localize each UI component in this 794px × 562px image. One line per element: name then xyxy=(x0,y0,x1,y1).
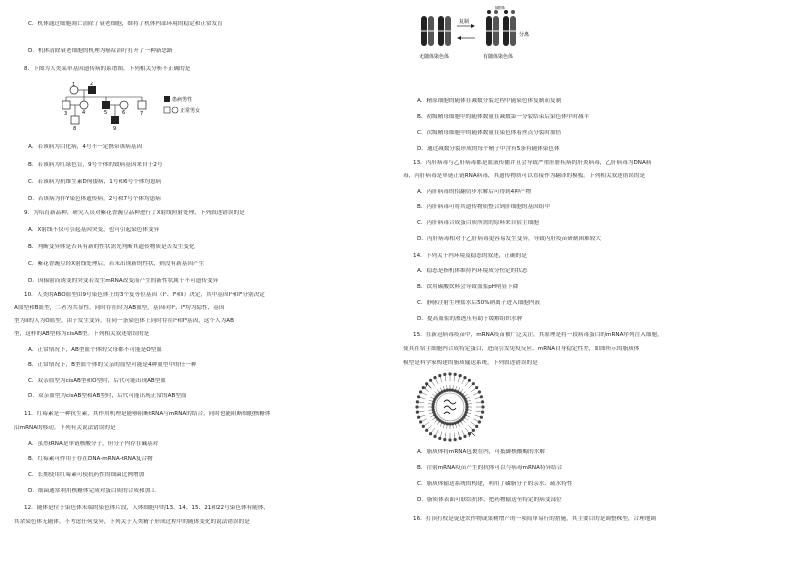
left-text-line: B．判断变异体是否具有新的性状需先判断其遗传物质是否发生变化 xyxy=(28,244,195,250)
right-text-line: D．脂质体表面可联结抗体，把药物输送至特定的病变部位 xyxy=(417,497,562,503)
left-text-line: 8．下图为人类某单基因遗传病的系谱图，下列相关分析不正确的是 xyxy=(24,66,191,72)
left-text-line: B．红霉素可作用于存在DNA-mRNA-tRNA复合物 xyxy=(28,456,153,462)
phospholipid-head xyxy=(448,372,451,375)
phospholipid-head xyxy=(481,411,484,414)
left-text-line: D．机体清除衰老细胞的机理为癌症治疗打开了一种新思路 xyxy=(28,48,173,54)
pedigree-num-3: 3 xyxy=(64,111,68,117)
phospholipid-head xyxy=(472,382,475,385)
phospholipid-head xyxy=(438,437,441,440)
pedigree-male-affected-5 xyxy=(102,101,110,109)
phospholipid-head xyxy=(475,425,478,428)
phospholipid-head xyxy=(419,390,422,393)
legend-normal-symbol xyxy=(164,107,170,113)
phospholipid-head xyxy=(443,438,446,441)
right-text-line: B．初级精母细胞中的随体数量在减数第一分裂结束后染色体中时减半 xyxy=(417,114,590,120)
right-text-line: 毒，丙肝病毒是单链正链RNA病毒，其遗传物质可以直接作为翻译的模板。下列相关叙述错误的是 xyxy=(403,173,646,179)
left-text-line: 型为ii的人为O血型。由于发生变异，在同一条染色体上同时存在Iᴬ和Iᴮ基因，这个人为AB xyxy=(14,318,234,324)
right-text-line: A．精原细胞的随体在减数分裂过程中随染色体复制而复制 xyxy=(417,98,562,104)
pedigree-male-affected-2 xyxy=(88,86,96,94)
right-text-line: C．静脉注射生理盐水后50%钠离子进入细胞内液 xyxy=(417,300,541,306)
phospholipid-head xyxy=(480,395,483,398)
right-text-line: 模型是科学家构建的脂质输送系统。下列叙述错误的是 xyxy=(403,360,538,366)
phospholipid-head xyxy=(425,429,428,432)
left-text-line: A．若该病为白化病，4号不一定携带该病基因 xyxy=(28,144,143,150)
chromosome-diagram xyxy=(417,6,545,66)
liposome-figure xyxy=(411,368,489,446)
right-text-line: A．丙肝病毒的招翻切步水解后可得到4种产物 xyxy=(417,189,532,195)
pedigree-num-2: 2 xyxy=(90,82,94,87)
phospholipid-head xyxy=(422,386,425,389)
legend-affected-male-symbol xyxy=(164,96,170,102)
liposome-diagram xyxy=(411,368,489,446)
pedigree-num-4: 4 xyxy=(82,110,86,116)
phospholipid-head xyxy=(416,411,419,414)
phospholipid-head xyxy=(463,376,466,379)
left-text-line: B．若该病为红绿色盲，9号个体的致病基因来自于2号 xyxy=(28,162,163,168)
right-text-line: C．脂质体输送系统的构建，利用了磷脂分子的亲水、疏水特性 xyxy=(417,481,573,487)
left-text-line: 9．为培育新品种，研究人员对紫花香豌豆品种进行了X射线照射处理，下列叙述错误的是 xyxy=(24,210,245,216)
phospholipid-head xyxy=(481,405,484,408)
figure-label-separate: 分离 xyxy=(519,32,530,38)
phospholipid-head xyxy=(454,373,457,376)
legend-normal-label: 正常男女 xyxy=(180,108,201,114)
phospholipid-head xyxy=(417,395,420,398)
right-text-line: C．丙肝病毒合成蛋白质所需的原料来自宿主细胞 xyxy=(417,220,539,226)
phospholipid-head xyxy=(433,376,436,379)
phospholipid-head xyxy=(459,374,462,377)
right-text-line: D．提高血浆的渗透压有助于缓解组织水肿 xyxy=(417,316,523,322)
left-text-line: A血型和B血型，二者为共显性，同时存在时为AB血型，基因i对Iᴬ、Iᴮ均为隐性，基因 xyxy=(14,305,225,311)
left-text-line: A．虽然tRNA是单链核酸分子，但分子内存在碱基对 xyxy=(28,441,159,447)
legend-affected-label: 患病男性 xyxy=(172,97,193,103)
phospholipid-head xyxy=(443,373,446,376)
phospholipid-head xyxy=(438,374,441,377)
left-text-line: D．若该病为伴Y染色体遗传病，2号和7号个体均患病 xyxy=(28,196,161,202)
chromosome-satellite-figure xyxy=(417,6,545,66)
right-text-line: 16．打顶打杈是促进农作物或果树增产的一项简单易行的措施，其主要目的是调整株型，合理地调 xyxy=(413,516,656,522)
left-text-line: B．正常情况下，B型血个体的父亲的血型可能是4种血型中的任一种 xyxy=(28,362,197,368)
right-text-line: B．注射mRNA疫苗产生的抗体可以与病毒mRNA特异结合 xyxy=(417,465,563,471)
figure-caption-with-satellite: 有随体染色体 xyxy=(483,54,514,60)
left-text-line: 10．人类的ABO血型由9号染色体上的3个复等位基因（Iᴬ、Iᴮ和i）决定，其中基因Iᴬ和Iᴮ分别决定 xyxy=(24,292,265,298)
right-text-line: 使其在宿主细胞内合成特定蛋白，进而引发免疫反应。mRNA自身稳定性差，如图所示的脂质体 xyxy=(403,346,640,352)
right-text-line: B．丙肝病毒可将其遗传物质整合到肝细胞的基因组中 xyxy=(417,204,550,210)
phospholipid-head xyxy=(429,379,432,382)
phospholipid-head xyxy=(433,435,436,438)
right-text-line: B．饮用碳酸饮料会导致血浆pH明显下降 xyxy=(417,284,519,290)
left-text-line: C．长期使用红霉素可使抗药性的细菌比例增加 xyxy=(28,472,145,478)
right-text-line: 13．丙肝病毒与乙肝病毒都是血液传播并且会导致严重肝脏疾病的肝炎病毒，乙肝病毒为DNA病 xyxy=(413,160,652,166)
pedigree-diagram xyxy=(62,82,232,138)
pedigree-female-normal-4 xyxy=(80,101,88,109)
pedigree-num-1: 1 xyxy=(72,82,76,88)
left-text-line: D．因辐射而诱变的突变若发生mRNA改变而产生的新性状属于不可遗传变异 xyxy=(28,278,219,284)
phospholipid-head xyxy=(429,432,432,435)
left-text-line: C．机体通过细胞凋亡清除了衰老细胞，维持了机体内部环境的稳定和正常发育 xyxy=(28,21,223,27)
figure-label-replicate: 复制 xyxy=(459,19,470,25)
left-text-line: C．紫花香豌豆经X射线处理后，若未出现新的性状，则没有新基因产生 xyxy=(28,261,205,267)
right-text-line: 14．下列关于内环境及稳态的叙述，正确的是 xyxy=(413,253,527,259)
phospholipid-head xyxy=(481,400,484,403)
pedigree-female-normal-6 xyxy=(120,101,128,109)
phospholipid-head xyxy=(480,416,483,419)
phospholipid-head xyxy=(478,390,481,393)
phospholipid-head xyxy=(475,386,478,389)
phospholipid-head xyxy=(416,400,419,403)
phospholipid-head xyxy=(478,420,481,423)
figure-label-satellite: 随体 xyxy=(495,6,506,11)
left-text-line: D．细菌通常利用核糖体完成对蛋白质的合成和加工 xyxy=(28,488,156,494)
left-text-line: 12．随体是位于染色体末端的染色体片段，人体细胞中的13、14、15、21和22号染色体有随体， xyxy=(24,505,270,511)
phospholipid-head xyxy=(463,435,466,438)
pedigree-num-6: 6 xyxy=(122,110,126,116)
pedigree-male-normal-7 xyxy=(138,101,146,109)
pedigree-num-9: 9 xyxy=(113,126,117,132)
left-text-line: A．X射线不仅可引起基因突变，也可引起染色体变异 xyxy=(28,227,160,233)
phospholipid-head xyxy=(472,429,475,432)
phospholipid-head xyxy=(465,403,468,406)
left-text-line: 11．红霉素是一种抗生素，其作用机理是能够阻断tRNA与mRNA的结合，同时也能阻断细胞核糖体 xyxy=(24,411,271,417)
right-text-line: D．丙肝病毒相对于乙肝病毒更容易发生变异，导致丙肝疫苗研制困难较大 xyxy=(417,236,601,242)
left-text-line: 其余染色体无随体。不考虑任何变异，下列关于人类精子形成过程中的随体变化的说法错误的是 xyxy=(14,519,250,525)
phospholipid-head xyxy=(415,405,418,408)
pedigree-male-affected-9 xyxy=(111,116,119,124)
right-text-line: D．通过减数分裂形成的每个精子中含有5条有随体染色体 xyxy=(417,146,560,152)
left-text-line: 型，这样的AB型称为cisAB型。下列相关叙述错误的是 xyxy=(14,331,150,337)
phospholipid-head xyxy=(454,438,457,441)
left-text-line: C．若该病为抗维生素D佝偻病，1号和6号个体均患病 xyxy=(28,179,162,185)
right-text-line: A．稳态是指机体维持内环境成分恒定的状态 xyxy=(417,268,528,274)
left-text-line: D．双亲血型为cisAB型和AB型时，后代可能出现正常的AB型血 xyxy=(28,393,187,399)
pedigree-num-7: 7 xyxy=(140,111,144,117)
phospholipid-head xyxy=(419,420,422,423)
phospholipid-head xyxy=(459,437,462,440)
left-text-line: C．双亲血型为cisAB型和O型时，后代可能出现AB型血 xyxy=(28,378,167,384)
pedigree-num-8: 8 xyxy=(73,126,77,132)
pedigree-male-normal-3 xyxy=(62,101,70,109)
pedigree-figure xyxy=(62,82,232,138)
right-text-line: C．次级精母细胞中的随体数量在染色体着丝点分裂时加倍 xyxy=(417,130,562,136)
figure-caption-no-satellite: 无随体染色体 xyxy=(419,54,450,60)
left-text-line: 沿mRNA的移动。下列有关说法错误的是 xyxy=(14,425,116,431)
right-text-line: A．脂质体将mRNA包裹在内，可抵御核酸酶的水解 xyxy=(417,449,545,455)
pedigree-num-5: 5 xyxy=(104,110,108,116)
left-text-line: A．正常情况下，AB型血个体的父母都不可能是O型血 xyxy=(28,347,162,353)
phospholipid-head xyxy=(422,425,425,428)
right-text-line: 15．在新冠病毒疫苗中，mRNA疫苗被广泛关注，其原理是将一段病毒蛋白的mRNA序列注入细胞， xyxy=(413,332,663,338)
pedigree-male-normal-8 xyxy=(71,116,79,124)
phospholipid-head xyxy=(448,438,451,441)
phospholipid-head xyxy=(468,379,471,382)
phospholipid-head xyxy=(417,416,420,419)
